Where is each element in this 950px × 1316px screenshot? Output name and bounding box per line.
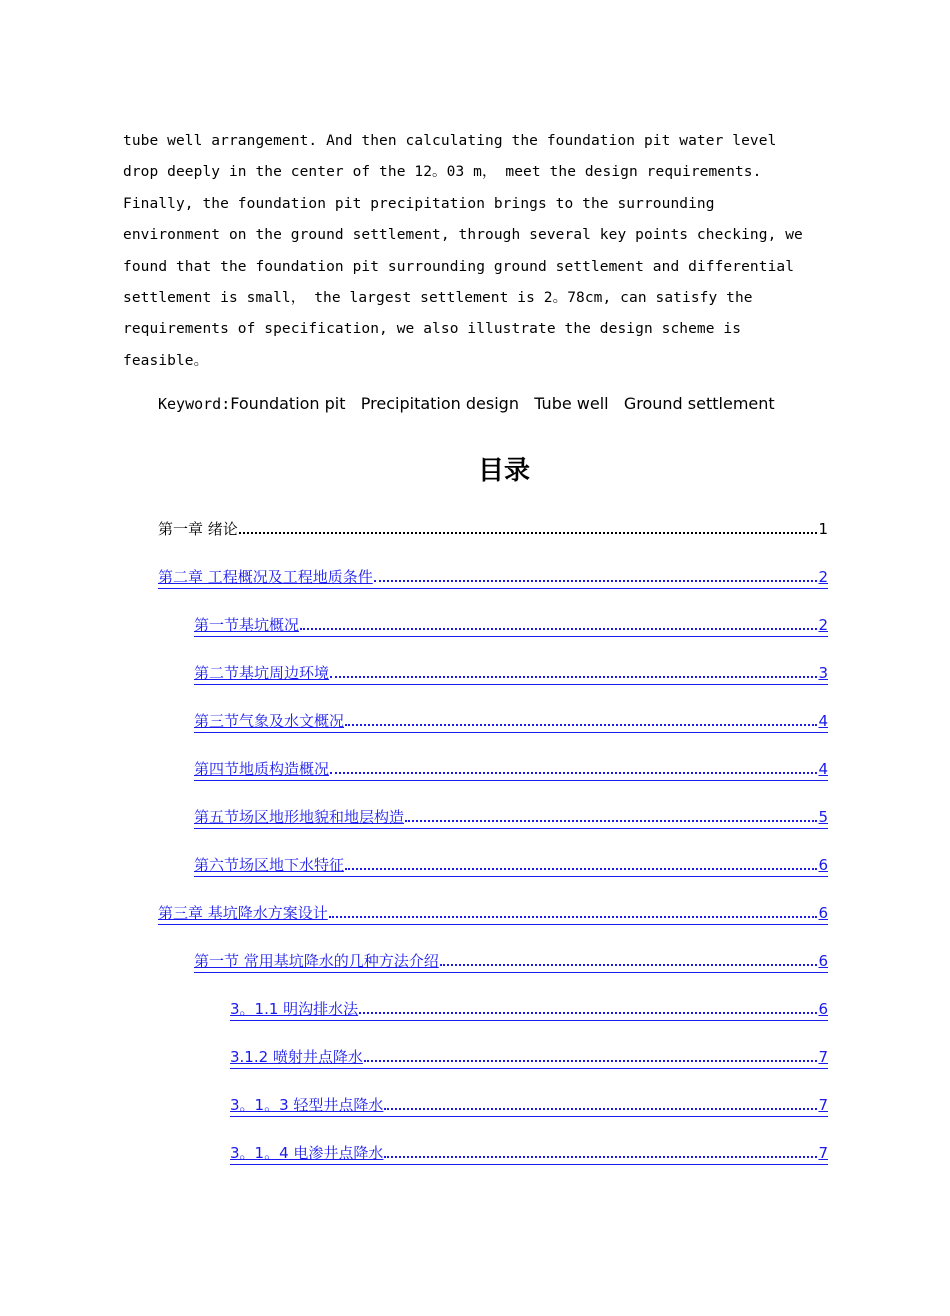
toc-link-subsection-3-1-4[interactable]: [230, 1142, 828, 1165]
toc-leader-dots: [384, 1156, 817, 1158]
toc-link-subsection-3-1-2[interactable]: [230, 1046, 828, 1069]
toc-entry-title: 第二章 工程概况及工程地质条件: [158, 568, 373, 586]
toc-entry-title: 第三节气象及水文概况: [194, 712, 345, 730]
toc-link-section-3-1[interactable]: [194, 950, 828, 973]
toc-entry-page: 2: [818, 568, 828, 586]
toc-entry-page: 6: [818, 952, 828, 970]
abstract-line: tube well arrangement. And then calculating the foundation pit water level: [123, 133, 777, 149]
keywords-label: Keyword:: [158, 395, 231, 413]
toc-leader-dots: [330, 676, 817, 678]
toc-link-section-2-5[interactable]: [194, 806, 828, 829]
toc-link-section-2-3[interactable]: [194, 710, 828, 733]
toc-link-section-2-1[interactable]: [194, 614, 828, 637]
toc-link-subsection-3-1-3[interactable]: [230, 1094, 828, 1117]
toc-link-chapter-3[interactable]: [158, 902, 828, 925]
toc-leader-dots: [300, 628, 817, 630]
abstract-line: found that the foundation pit surrounding ground settlement and differential: [123, 258, 795, 275]
toc-leader-dots: [359, 1012, 817, 1014]
toc-leader-dots: [330, 772, 817, 774]
toc-leader-dots: [440, 964, 818, 966]
toc-link-section-2-4[interactable]: [194, 758, 828, 781]
toc-entry-title: 第一节 常用基坑降水的几种方法介绍: [194, 952, 439, 970]
toc-entry-title: 第三章 基坑降水方案设计: [158, 904, 328, 922]
toc-entry-title: 3。1。3 轻型井点降水: [230, 1096, 384, 1114]
abstract-line: requirements of specification, we also illustrate the design scheme is: [123, 321, 742, 338]
toc-entry-page: 6: [818, 1000, 828, 1018]
toc-leader-dots: [384, 1108, 817, 1110]
toc-title: 目录: [477, 456, 530, 486]
toc-entry-title: 3.1.2 喷射井点降水: [230, 1048, 363, 1066]
toc-entry-page: 4: [818, 712, 828, 730]
toc-leader-dots: [345, 724, 817, 726]
toc-entry-title: 第五节场区地形地貌和地层构造: [194, 808, 405, 826]
toc-entry-page: 2: [818, 616, 828, 634]
keywords-text: Foundation pit Precipitation design Tube well Ground settlement: [230, 394, 775, 413]
toc-entry-page: 4: [818, 760, 828, 778]
toc-entry-page: 6: [818, 904, 828, 922]
abstract-line: settlement is small， the largest settlement is 2。78cm, can satisfy the: [123, 290, 753, 307]
toc-entry-page: 3: [818, 664, 828, 682]
toc-entry-chapter-1[interactable]: [158, 518, 828, 540]
toc-entry-page: 5: [818, 808, 828, 826]
toc-entry-title: 第六节场区地下水特征: [194, 856, 345, 874]
toc-entry-page: 7: [818, 1096, 828, 1114]
abstract-line: environment on the ground settlement, through several key points checking, we: [123, 227, 803, 244]
toc-leader-dots: [329, 916, 818, 918]
toc-entry-title: 第四节地质构造概况: [194, 760, 330, 778]
toc-entry-title: 3。1。4 电渗井点降水: [230, 1144, 384, 1162]
toc-entry-page: 6: [818, 856, 828, 874]
abstract-line: feasible。: [123, 352, 209, 369]
toc-entry-page: 7: [818, 1144, 828, 1162]
toc-entry-page: 7: [818, 1048, 828, 1066]
keywords-line: [158, 394, 775, 413]
toc-leader-dots: [405, 820, 817, 822]
toc-leader-dots: [374, 580, 818, 582]
toc-entry-title: 第一节基坑概况: [194, 616, 300, 634]
toc-link-section-2-2[interactable]: [194, 662, 828, 685]
toc-link-chapter-2[interactable]: [158, 566, 828, 589]
toc-leader-dots: [364, 1060, 818, 1062]
toc-link-subsection-3-1-1[interactable]: [230, 998, 828, 1021]
toc-entry-title: 第二节基坑周边环境: [194, 664, 330, 682]
toc-link-section-2-6[interactable]: [194, 854, 828, 877]
abstract-paragraph: [123, 126, 833, 377]
abstract-line: drop deeply in the center of the 12。03 m， meet the design requirements.: [123, 164, 762, 181]
toc-entry-title: 第一章 绪论: [158, 520, 238, 538]
toc-leader-dots: [239, 532, 818, 534]
toc-entry-title: 3。1.1 明沟排水法: [230, 1000, 359, 1018]
toc-leader-dots: [345, 868, 817, 870]
toc-entry-page: 1: [818, 520, 828, 538]
abstract-line: Finally, the foundation pit precipitation brings to the surrounding: [123, 195, 715, 212]
